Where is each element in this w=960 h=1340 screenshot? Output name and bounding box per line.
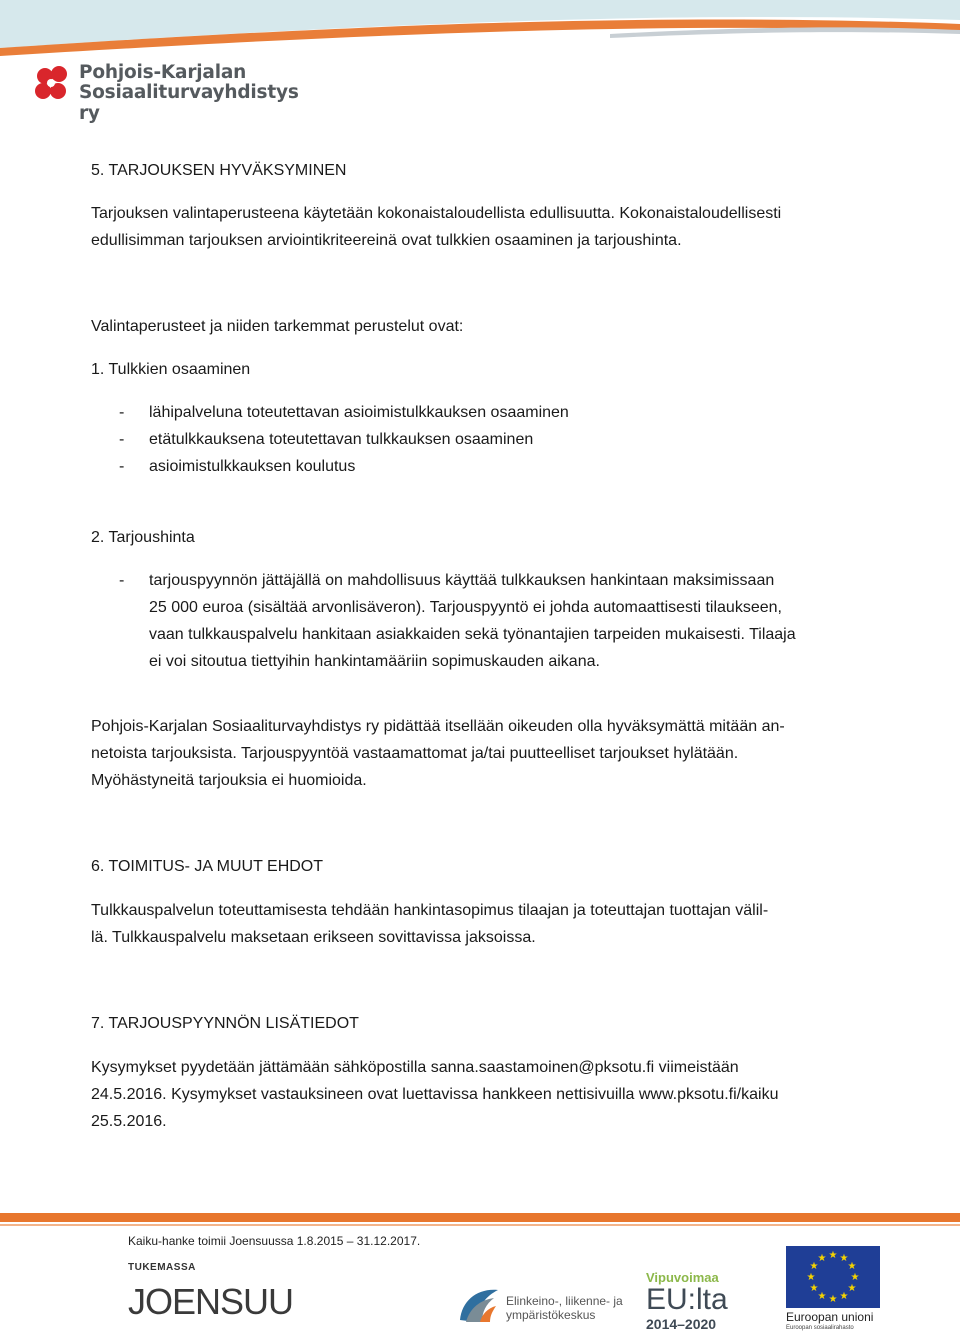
org-name-line2: Sosiaaliturvayhdistys ry [79, 82, 299, 124]
svg-text:★: ★ [806, 1272, 816, 1283]
svg-text:★: ★ [839, 1253, 849, 1264]
section-5-para1-line1: Tarjouksen valintaperusteena käytetään kokonaistaloudellista edullisuutta. Kokonaistaloudellisesti [91, 205, 782, 222]
eu-flag-icon [786, 1246, 880, 1308]
criterion-2-title: 2. Tarjoushinta [91, 529, 195, 546]
ely-emblem-icon [456, 1282, 500, 1326]
svg-text:★: ★ [847, 1261, 857, 1272]
svg-text:★: ★ [847, 1283, 857, 1294]
section-6-line: lä. Tulkkauspalvelu maksetaan erikseen sovittavissa jaksoissa. [91, 929, 536, 946]
footer-orange-bar [0, 1213, 960, 1222]
section-6-heading: 6. TOIMITUS- JA MUUT EHDOT [91, 858, 324, 875]
criterion-1-title: 1. Tulkkien osaaminen [91, 361, 251, 378]
svg-text:★: ★ [817, 1253, 827, 1264]
section-7-line: Kysymykset pyydetään jättämään sähköpostilla sanna.saastamoinen@pksotu.fi viimeistään [91, 1059, 739, 1076]
section-5-heading: 5. TARJOUKSEN HYVÄKSYMINEN [91, 162, 347, 179]
ely-name-line1: Elinkeino-, liikenne- ja [506, 1294, 623, 1308]
bullet-dash: - [119, 458, 125, 475]
org-name-line1: Pohjois-Karjalan [79, 62, 247, 83]
vipuvoimaa-logo [646, 1270, 746, 1336]
header-wave-decoration [0, 0, 960, 60]
criterion-2-bullet-line: tarjouspyynnön jättäjällä on mahdollisuus käyttää tulkkauksen hankintaan maksimissaan [149, 572, 775, 589]
footer-orange-thin-bar [0, 1224, 960, 1226]
svg-text:★: ★ [850, 1272, 860, 1283]
svg-text:★: ★ [817, 1291, 827, 1302]
criterion-1-bullet-text: lähipalveluna toteutettavan asioimistulkkauksen osaaminen [149, 404, 569, 421]
joensuu-wordmark: JOENSUU [128, 1281, 294, 1322]
criterion-2-bullet-line: ei voi sitoutua tiettyihin hankintamääriin sopimuskauden aikana. [149, 653, 600, 670]
eu-fund-label: Euroopan sosiaalirahasto [786, 1325, 854, 1331]
ely-centre-logo [456, 1280, 636, 1330]
svg-text:★: ★ [809, 1283, 819, 1294]
section-7-line: 25.5.2016. [91, 1113, 167, 1130]
svg-text:★: ★ [828, 1294, 838, 1305]
joensuu-logo [128, 1262, 294, 1332]
period-years-label: 2014–2020 [646, 1316, 717, 1332]
criteria-intro: Valintaperusteet ja niiden tarkemmat perustelut ovat: [91, 318, 464, 335]
criterion-2-bullet-line: vaan tulkkauspalvelu hankitaan asiakkaiden sekä työnantajien tarpeiden mukaisesti. Tilaaja [149, 626, 796, 643]
criterion-2-bullet-line: 25 000 euroa (sisältää arvonlisäveron). Tarjouspyyntö ei johda automaattisesti tilaukseen, [149, 599, 782, 616]
rejection-line: netoista tarjouksista. Tarjouspyyntöä vastaamattomat ja/tai puutteelliset tarjoukset hylätään. [91, 745, 739, 762]
criterion-1-bullet-text: etätulkkauksena toteutettavan tulkkauksen osaaminen [149, 431, 534, 448]
criterion-1-bullet-text: asioimistulkkauksen koulutus [149, 458, 356, 475]
project-period-note: Kaiku-hanke toimii Joensuussa 1.8.2015 – 31.12.2017. [128, 1234, 421, 1248]
section-7-heading: 7. TARJOUSPYYNNÖN LISÄTIEDOT [91, 1015, 359, 1032]
section-7-line: 24.5.2016. Kysymykset vastauksineen ovat luettavissa hankkeen nettisivuilla www.pksotu.fi/kaiku [91, 1086, 779, 1103]
ely-name-line2: ympäristökeskus [506, 1308, 596, 1322]
tukemassa-label: TUKEMASSA [128, 1262, 196, 1273]
bullet-dash: - [119, 431, 125, 448]
svg-text:★: ★ [839, 1291, 849, 1302]
eu-logo [786, 1246, 882, 1336]
red-heart-flower-icon [33, 64, 77, 104]
eulta-label: EU:lta [646, 1283, 728, 1316]
vipuvoimaa-label: Vipuvoimaa [646, 1270, 719, 1285]
bullet-dash: - [119, 404, 125, 421]
section-6-line: Tulkkauspalvelun toteuttamisesta tehdään hankintasopimus tilaajan ja toteuttajan tuottajan välil- [91, 902, 769, 919]
svg-text:★: ★ [809, 1261, 819, 1272]
header-wave-grey [610, 27, 960, 38]
svg-text:★: ★ [828, 1250, 838, 1261]
eu-name-label: Euroopan unioni [786, 1310, 874, 1324]
section-5-para1-line2: edullisimman tarjouksen arviointikriteereinä ovat tulkkien osaaminen ja tarjoushinta. [91, 232, 682, 249]
rejection-line: Pohjois-Karjalan Sosiaaliturvayhdistys ry pidättää itsellään oikeuden olla hyväksymättä mitään an- [91, 718, 785, 735]
bullet-dash: - [119, 572, 125, 589]
org-logo [33, 62, 299, 124]
rejection-line: Myöhästyneitä tarjouksia ei huomioida. [91, 772, 367, 789]
